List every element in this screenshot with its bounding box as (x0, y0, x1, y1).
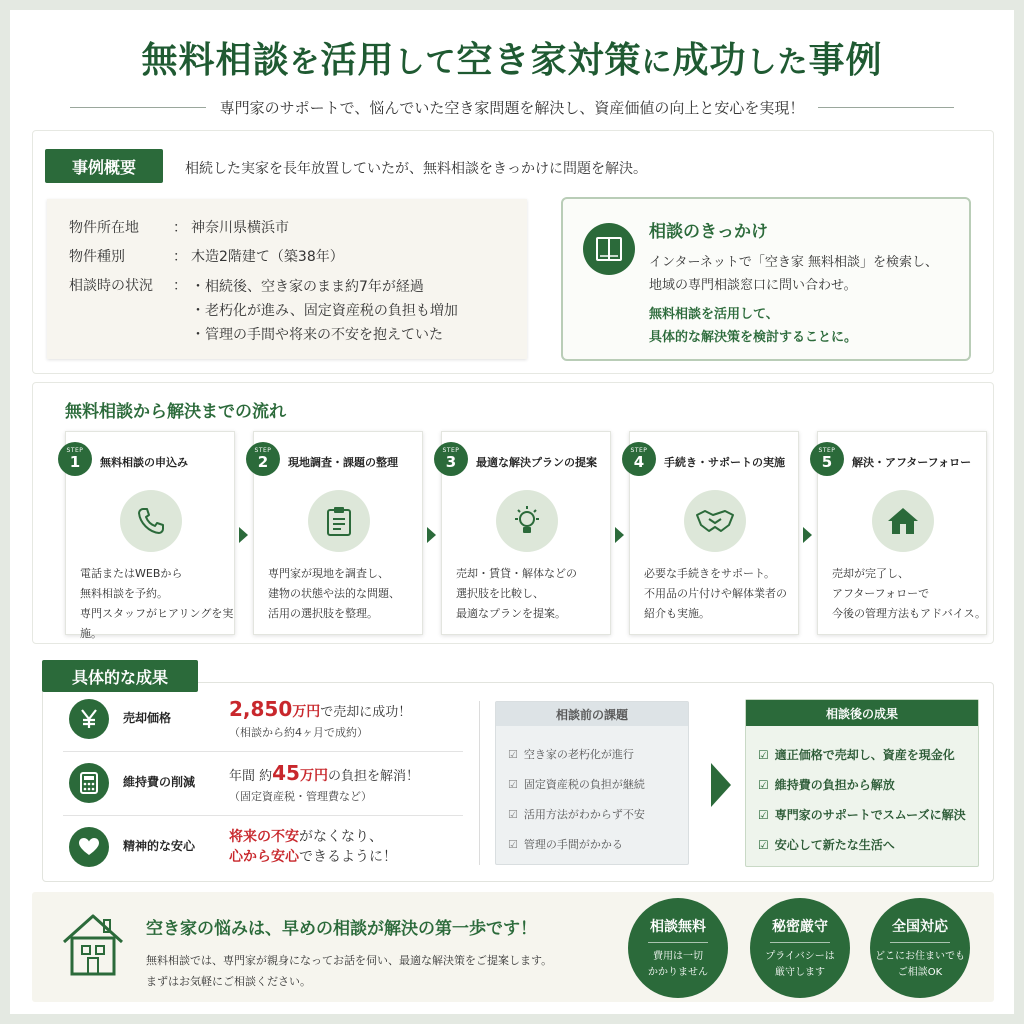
result-divider (63, 815, 463, 816)
step-arrow (615, 527, 624, 543)
result-label: 売却価格 (123, 711, 172, 725)
after-results-box (745, 699, 979, 867)
after-item: ☑ 維持費の負担から解放 (758, 770, 978, 800)
divider-left (70, 107, 206, 108)
step-title: 現地調査・課題の整理 (288, 456, 398, 469)
step-badge: STEP 4 (622, 442, 656, 476)
result-value: 年間 約45万円の負担を解消！ （固定資産税・管理費など） (229, 761, 419, 803)
consult-trigger-title: 相談のきっかけ (649, 222, 768, 242)
property-row-type: 物件種別 ： 木造2階建て（築38年） (69, 249, 344, 265)
step-description: 売却・賃貸・解体などの 選択肢を比較し、 最適なプランを提案。 (456, 567, 577, 620)
property-details (47, 199, 527, 359)
after-title: 相談後の成果 (746, 700, 978, 726)
house-icon (872, 490, 934, 552)
step-badge: STEP 1 (58, 442, 92, 476)
before-issues-box (495, 701, 689, 865)
step-card-2 (253, 431, 423, 635)
step-badge: STEP 5 (810, 442, 844, 476)
step-description: 必要な手続きをサポート。 不用品の片付けや解体業者の 紹介も実施。 (644, 567, 787, 620)
flow-title: 無料相談から解決までの流れ (65, 402, 286, 422)
overview-lead: 相続した実家を長年放置していたが、無料相談をきっかけに問題を解決。 (185, 161, 647, 177)
check-icon: ☑ (508, 748, 518, 761)
footer-cta (32, 892, 994, 1002)
badge-confidential: 秘密厳守 プライバシーは 厳守します (750, 898, 850, 998)
step-title: 手続き・サポートの実施 (664, 456, 785, 469)
step-card-3 (441, 431, 611, 635)
after-item: ☑ 適正価格で売却し、資産を現金化 (758, 740, 978, 770)
step-arrow (239, 527, 248, 543)
step-arrow (803, 527, 812, 543)
calculator-icon (69, 763, 109, 803)
step-title: 無料相談の申込み (100, 456, 188, 469)
result-row-sale (43, 689, 463, 749)
step-description: 電話またはWEBから 無料相談を予約。 専門スタッフがヒアリングを実施。 (80, 567, 234, 640)
result-value: 2,850万円で売却に成功！ （相談から約4ヶ月で成約） (229, 697, 412, 739)
clipboard-icon (308, 490, 370, 552)
check-icon: ☑ (758, 808, 769, 822)
overview-section (32, 130, 994, 374)
result-value: 将来の不安がなくなり、 心から安心できるように！ (229, 829, 397, 865)
yen-icon (69, 699, 109, 739)
lightbulb-icon (496, 490, 558, 552)
before-title: 相談前の課題 (496, 702, 688, 726)
step-badge: STEP 3 (434, 442, 468, 476)
house-outline-icon (60, 910, 126, 984)
badge-free: 相談無料 費用は一切 かかりません (628, 898, 728, 998)
step-title: 最適な解決プランの提案 (476, 456, 597, 469)
divider-right (818, 107, 954, 108)
before-after-arrow (711, 763, 731, 807)
step-badge: STEP 2 (246, 442, 280, 476)
page-subtitle: 専門家のサポートで、悩んでいた空き家問題を解決し、資産価値の向上と安心を実現！ (219, 98, 805, 117)
heart-icon (69, 827, 109, 867)
step-title: 解決・アフターフォロー (852, 456, 972, 469)
result-row-mind (43, 817, 463, 877)
check-icon: ☑ (508, 808, 518, 821)
phone-icon (120, 490, 182, 552)
situation-list: ・相続後、空き家のまま約7年が経過 ・老朽化が進み、固定資産税の負担も増加 ・管理の手間や将来の不安を抱えていた (191, 279, 458, 343)
footer-text: 無料相談では、専門家が親身になってお話を伺い、最適な解決策をご提案します。 まずはお気軽にご相談ください。 (146, 954, 553, 988)
before-item: ☑ 固定資産税の負担が継続 (508, 770, 688, 800)
book-icon (583, 223, 635, 275)
results-tag: 具体的な成果 (42, 660, 198, 692)
page (10, 10, 1014, 1014)
before-item: ☑ 管理の手間がかかる (508, 830, 688, 860)
result-divider (63, 751, 463, 752)
consult-trigger-text: インターネットで「空き家 無料相談」を検索し、 地域の専門相談窓口に問い合わせ。 (649, 255, 938, 293)
step-card-5 (817, 431, 987, 635)
consult-trigger-card (561, 197, 971, 361)
consult-trigger-highlight: 無料相談を活用して、 具体的な解決策を検討することに。 (649, 307, 858, 345)
check-icon: ☑ (758, 748, 769, 762)
result-label: 維持費の削減 (123, 775, 196, 789)
handshake-icon (684, 490, 746, 552)
page-title: 無料相談を活用して空き家対策に成功した事例 (141, 39, 883, 81)
check-icon: ☑ (758, 838, 769, 852)
step-arrow (427, 527, 436, 543)
results-section (42, 682, 994, 882)
step-description: 売却が完了し、 アフターフォローで 今後の管理方法もアドバイス。 (832, 567, 986, 620)
before-item: ☑ 活用方法がわからず不安 (508, 800, 688, 830)
result-row-cost (43, 753, 463, 813)
after-item: ☑ 専門家のサポートでスムーズに解決 (758, 800, 978, 830)
step-card-4 (629, 431, 799, 635)
property-row-situation: 相談時の状況 ： ・相続後、空き家のまま約7年が経過 ・老朽化が進み、固定資産税の負担も増加 ・管理の手間や将来の不安を抱えていた (69, 275, 527, 347)
check-icon: ☑ (508, 778, 518, 791)
property-row-location: 物件所在地 ： 神奈川県横浜市 (69, 220, 289, 236)
step-description: 専門家が現地を調査し、 建物の状態や法的な問題、 活用の選択肢を整理。 (268, 567, 400, 620)
overview-tag: 事例概要 (45, 149, 163, 183)
check-icon: ☑ (508, 838, 518, 851)
step-card-1 (65, 431, 235, 640)
badge-nationwide: 全国対応 どこにお住まいでも ご相談OK (870, 898, 970, 998)
result-label: 精神的な安心 (123, 839, 196, 853)
footer-title: 空き家の悩みは、早めの相談が解決の第一歩です！ (146, 919, 537, 939)
before-item: ☑ 空き家の老朽化が進行 (508, 740, 688, 770)
after-item: ☑ 安心して新たな生活へ (758, 830, 978, 860)
subtitle-row (70, 94, 954, 120)
check-icon: ☑ (758, 778, 769, 792)
flow-section (32, 382, 994, 644)
results-divider-vertical (479, 701, 480, 865)
